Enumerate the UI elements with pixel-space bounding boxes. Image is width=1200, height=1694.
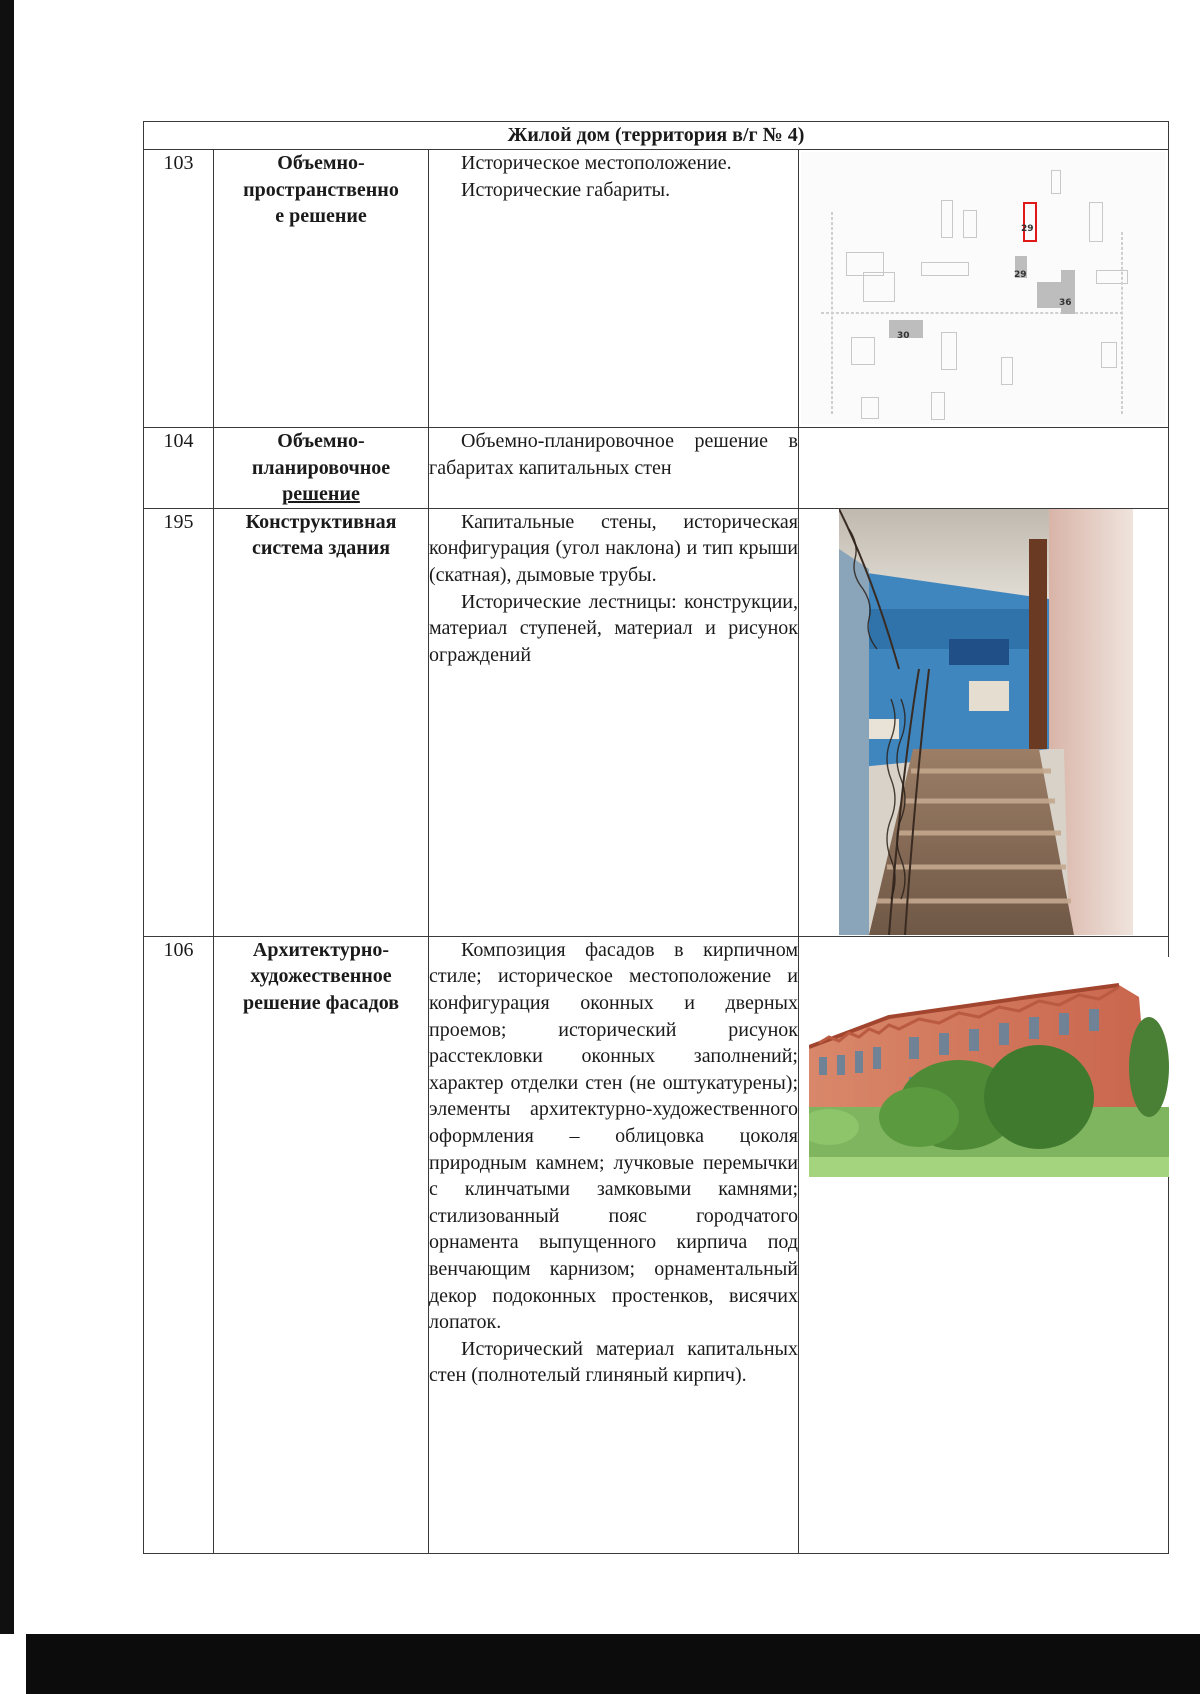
row-number: 103 — [144, 150, 214, 428]
scan-edge-left — [0, 0, 14, 1694]
map-building-outline — [963, 210, 977, 238]
description-paragraph: Исторические лестницы: конструкции, материал ступеней, материал и рисунок ограждений — [429, 590, 798, 666]
stairwell-photo-image — [839, 509, 1133, 935]
element-description — [429, 936, 799, 1553]
map-path — [821, 312, 1123, 314]
map-building-outline — [861, 397, 879, 419]
element-name — [214, 428, 429, 509]
scan-edge-bottom-left — [0, 1634, 26, 1694]
element-name-line: решение фасадов — [242, 991, 400, 1014]
element-name-line: Объемно- — [277, 152, 365, 174]
row-number: 104 — [144, 428, 214, 509]
map-path — [1121, 232, 1123, 414]
element-name-line: Архитектурно- — [252, 938, 390, 961]
element-name-line: е решение — [275, 205, 367, 228]
description-paragraph: Исторические габариты. — [461, 178, 671, 201]
table-title: Жилой дом (территория в/г № 4) — [144, 122, 1169, 150]
map-building-outline — [1051, 170, 1061, 194]
map-label: 29 — [1014, 270, 1027, 280]
map-label: 36 — [1059, 298, 1072, 308]
element-name — [214, 150, 429, 428]
description-paragraph: Историческое местоположение. — [461, 152, 732, 174]
element-name-line: пространственно — [243, 178, 399, 201]
map-building-outline — [941, 332, 957, 370]
map-building-outline — [1096, 270, 1128, 284]
map-building-outline — [931, 392, 945, 420]
element-name — [214, 936, 429, 1553]
figure-cell — [799, 508, 1169, 936]
element-name-line: система здания — [251, 537, 391, 560]
element-description — [429, 508, 799, 936]
site-map-figure — [801, 152, 1165, 424]
row-number: 106 — [144, 936, 214, 1553]
element-name-line: Объемно- — [277, 430, 365, 452]
map-building-outline — [1001, 357, 1013, 385]
scan-edge-bottom — [0, 1634, 1200, 1694]
element-name — [214, 508, 429, 936]
map-building-outline — [1101, 342, 1117, 368]
table-row — [144, 508, 1169, 936]
description-paragraph: Композиция фасадов в кирпичном стиле; историческое местоположение и конфигурация оконных и дверных проемов; исторический рисунок расстекловки оконных заполнений; характер отделки стен (не оштукатурены); элементы архитектурно-художественного оформления – облицовка цоколя природным камнем; лучковые перемычки с клинчатыми замковыми камнями; стилизованный пояс городчатого орнамента выпущенного кирпича под венчающим карнизом; орнаментальный декор подоконных простенков, висячих лопаток. — [429, 938, 798, 1334]
element-description — [429, 150, 799, 428]
facade-photo — [809, 957, 1169, 1177]
map-building-outline — [1089, 202, 1103, 242]
description-paragraph: Капитальные стены, историческая конфигурация (угол наклона) и тип крыши (скатная), дымовые трубы. — [429, 510, 798, 586]
element-name-line: планировочное — [251, 456, 391, 479]
stairwell-photo — [839, 509, 1133, 935]
element-name-line: решение — [282, 483, 360, 506]
table-row — [144, 150, 1169, 428]
map-building-outline — [851, 337, 875, 365]
map-building-outline — [863, 272, 895, 302]
facade-photo-image — [809, 957, 1169, 1177]
table-row — [144, 428, 1169, 509]
heritage-elements-table — [143, 121, 1169, 1554]
map-path — [831, 212, 833, 414]
element-name-line: художественное — [250, 965, 392, 988]
map-label: 29 — [1021, 224, 1034, 234]
map-label: 30 — [897, 331, 910, 341]
figure-cell — [799, 428, 1169, 509]
figure-cell — [799, 150, 1169, 428]
row-number: 195 — [144, 508, 214, 936]
description-paragraph: Объемно-планировочное решение в габаритах капитальных стен — [429, 430, 798, 479]
figure-cell — [799, 936, 1169, 1553]
element-description — [429, 428, 799, 509]
table-header-row — [144, 122, 1169, 150]
element-name-line: Конструктивная — [245, 510, 397, 533]
map-building-outline — [921, 262, 969, 276]
map-building-outline — [941, 200, 953, 238]
description-paragraph: Исторический материал капитальных стен (полнотелый глиняный кирпич). — [429, 1337, 798, 1387]
table-row — [144, 936, 1169, 1553]
